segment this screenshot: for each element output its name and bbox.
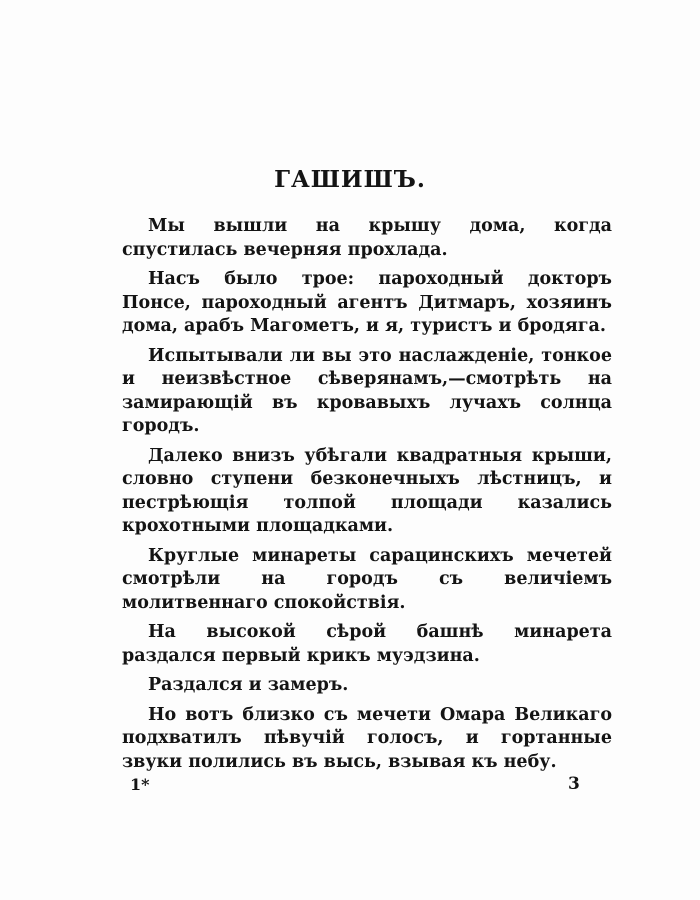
chapter-title: ГАШИШЪ.	[274, 166, 426, 193]
paragraph-3: Испытывали ли вы это наслажденіе, тонкое и неизвѣстное сѣверянамъ,—смотрѣть на замирающій въ кровавыхъ лучахъ солнца городъ.	[122, 345, 612, 436]
paragraph-8: Но вотъ близко съ мечети Омара Великаго подхватилъ пѣвучій голосъ, и гортанные звуки полились въ высь, взывая къ небу.	[122, 704, 612, 772]
paragraph-7: Раздался и замеръ.	[148, 675, 349, 695]
page-number: 3	[568, 774, 580, 794]
signature-mark: 1*	[130, 775, 150, 794]
paragraph-4: Далеко внизъ убѣгали квадратныя крыши, словно ступени безконечныхъ лѣстницъ, и пестрѣющія толпой площади казались крохотными площадками.	[122, 445, 612, 536]
paragraph-6: На высокой сѣрой башнѣ минарета раздался первый крикъ муэдзина.	[122, 622, 612, 666]
paragraph-2: Насъ было трое: пароходный докторъ Понсе, пароходный агентъ Дитмаръ, хозяинъ дома, арабъ Магометъ, и я, туристъ и бродяга.	[122, 269, 612, 336]
paragraph-5: Круглые минареты сарацинскихъ мечетей смотрѣли на городъ съ величіемъ молитвеннаго спокойствія.	[122, 545, 612, 613]
body-text	[122, 215, 612, 780]
paragraph-1: Мы вышли на крышу дома, когда спустилась вечерняя прохлада.	[122, 216, 612, 260]
